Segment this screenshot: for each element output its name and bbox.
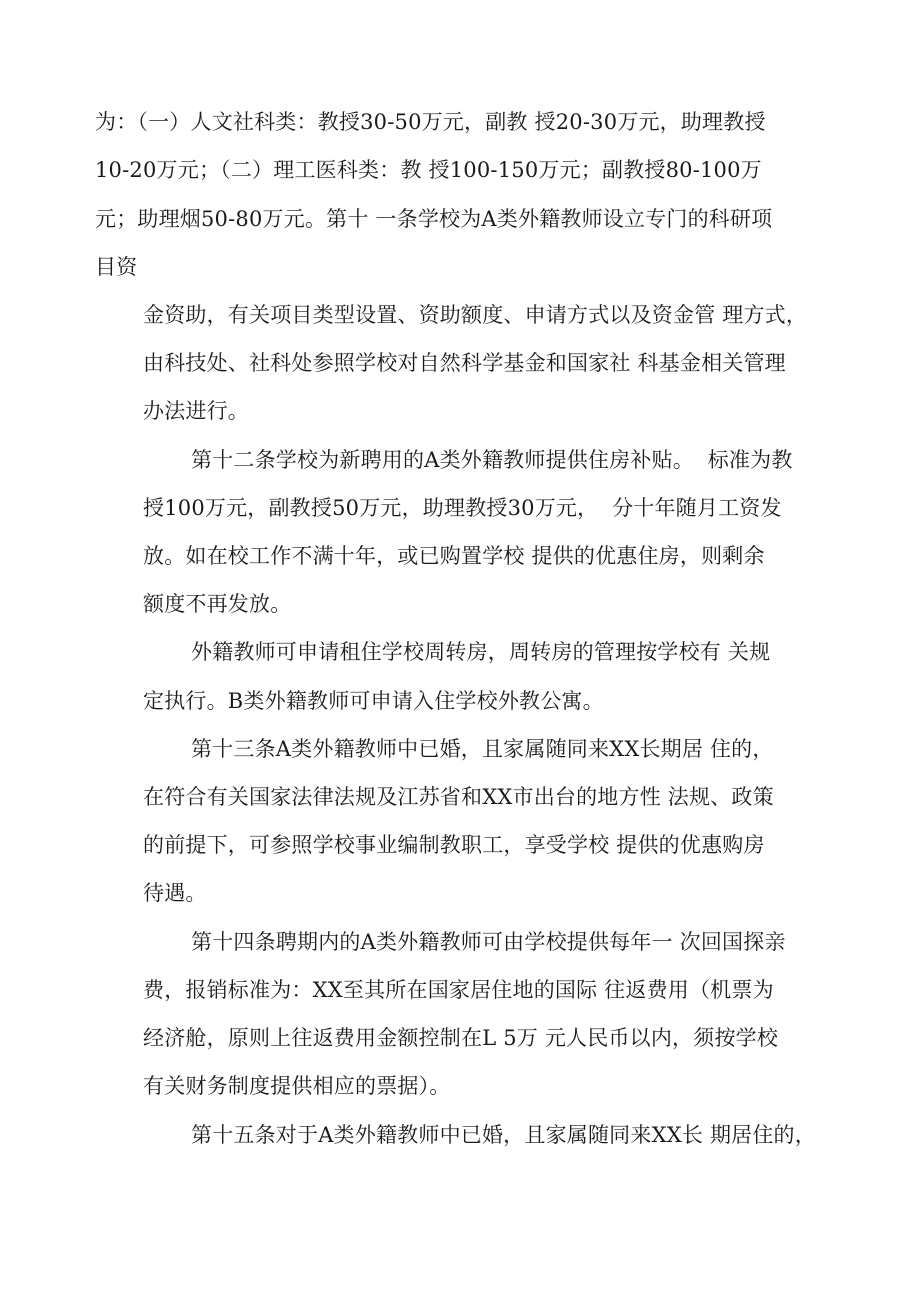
text-line: 第十五条对于A类外籍教师中已婚，且家属随同来XX长 期居住的， xyxy=(191,1123,816,1147)
text-line: 经济舱，原则上往返费用金额控制在L 5万 元人民币以内，须按学校 xyxy=(143,1026,779,1050)
text-line: 有关财务制度提供相应的票据）。 xyxy=(143,1074,451,1098)
text-line: 第十四条聘期内的A类外籍教师可由学校提供每年一 次回国探亲 xyxy=(191,930,786,954)
text-line: 外籍教师可申请租住学校周转房，周转房的管理按学校有 关规 xyxy=(191,640,771,664)
text-line: 授100万元，副教授50万元，助理教授30万元， 分十年随月工资发 xyxy=(143,496,782,520)
text-line: 第十三条A类外籍教师中已婚，且家属随同来XX长期居 住的， xyxy=(191,737,774,761)
text-line: 10-20万元；（二）理工医科类：教 授100-150万元；副教授80-100万 xyxy=(95,158,762,182)
text-line: 为：（一）人文社科类：教授30-50万元，副教 授20-30万元，助理教授 xyxy=(95,110,766,134)
text-line: 金资助，有关项目类型设置、资助额度、申请方式以及资金管 理方式， xyxy=(143,303,808,327)
text-line: 办法进行。 xyxy=(143,399,249,423)
text-line: 放。如在校工作不满十年，或已购置学校 提供的优惠住房，则剩余 xyxy=(143,544,765,568)
text-line: 的前提下，可参照学校事业编制教职工，享受学校 提供的优惠购房 xyxy=(143,833,765,857)
text-line: 待遇。 xyxy=(143,881,207,905)
text-line: 费，报销标准为：XX至其所在国家居住地的国际 往返费用（机票为 xyxy=(143,978,774,1002)
text-line: 额度不再发放。 xyxy=(143,592,292,616)
text-line: 元；助理烟50-80万元。第十 一条学校为A类外籍教师设立专门的科研项 xyxy=(95,207,773,231)
text-line: 定执行。B类外籍教师可申请入住学校外教公寓。 xyxy=(143,689,604,713)
text-line: 在符合有关国家法律法规及江苏省和XX市出台的地方性 法规、政策 xyxy=(143,785,774,809)
text-line: 目资 xyxy=(95,255,138,279)
text-line: 第十二条学校为新聘用的A类外籍教师提供住房补贴。 标准为教 xyxy=(191,448,793,472)
text-line: 由科技处、社科处参照学校对自然科学基金和国家社 科基金相关管理 xyxy=(143,351,786,375)
